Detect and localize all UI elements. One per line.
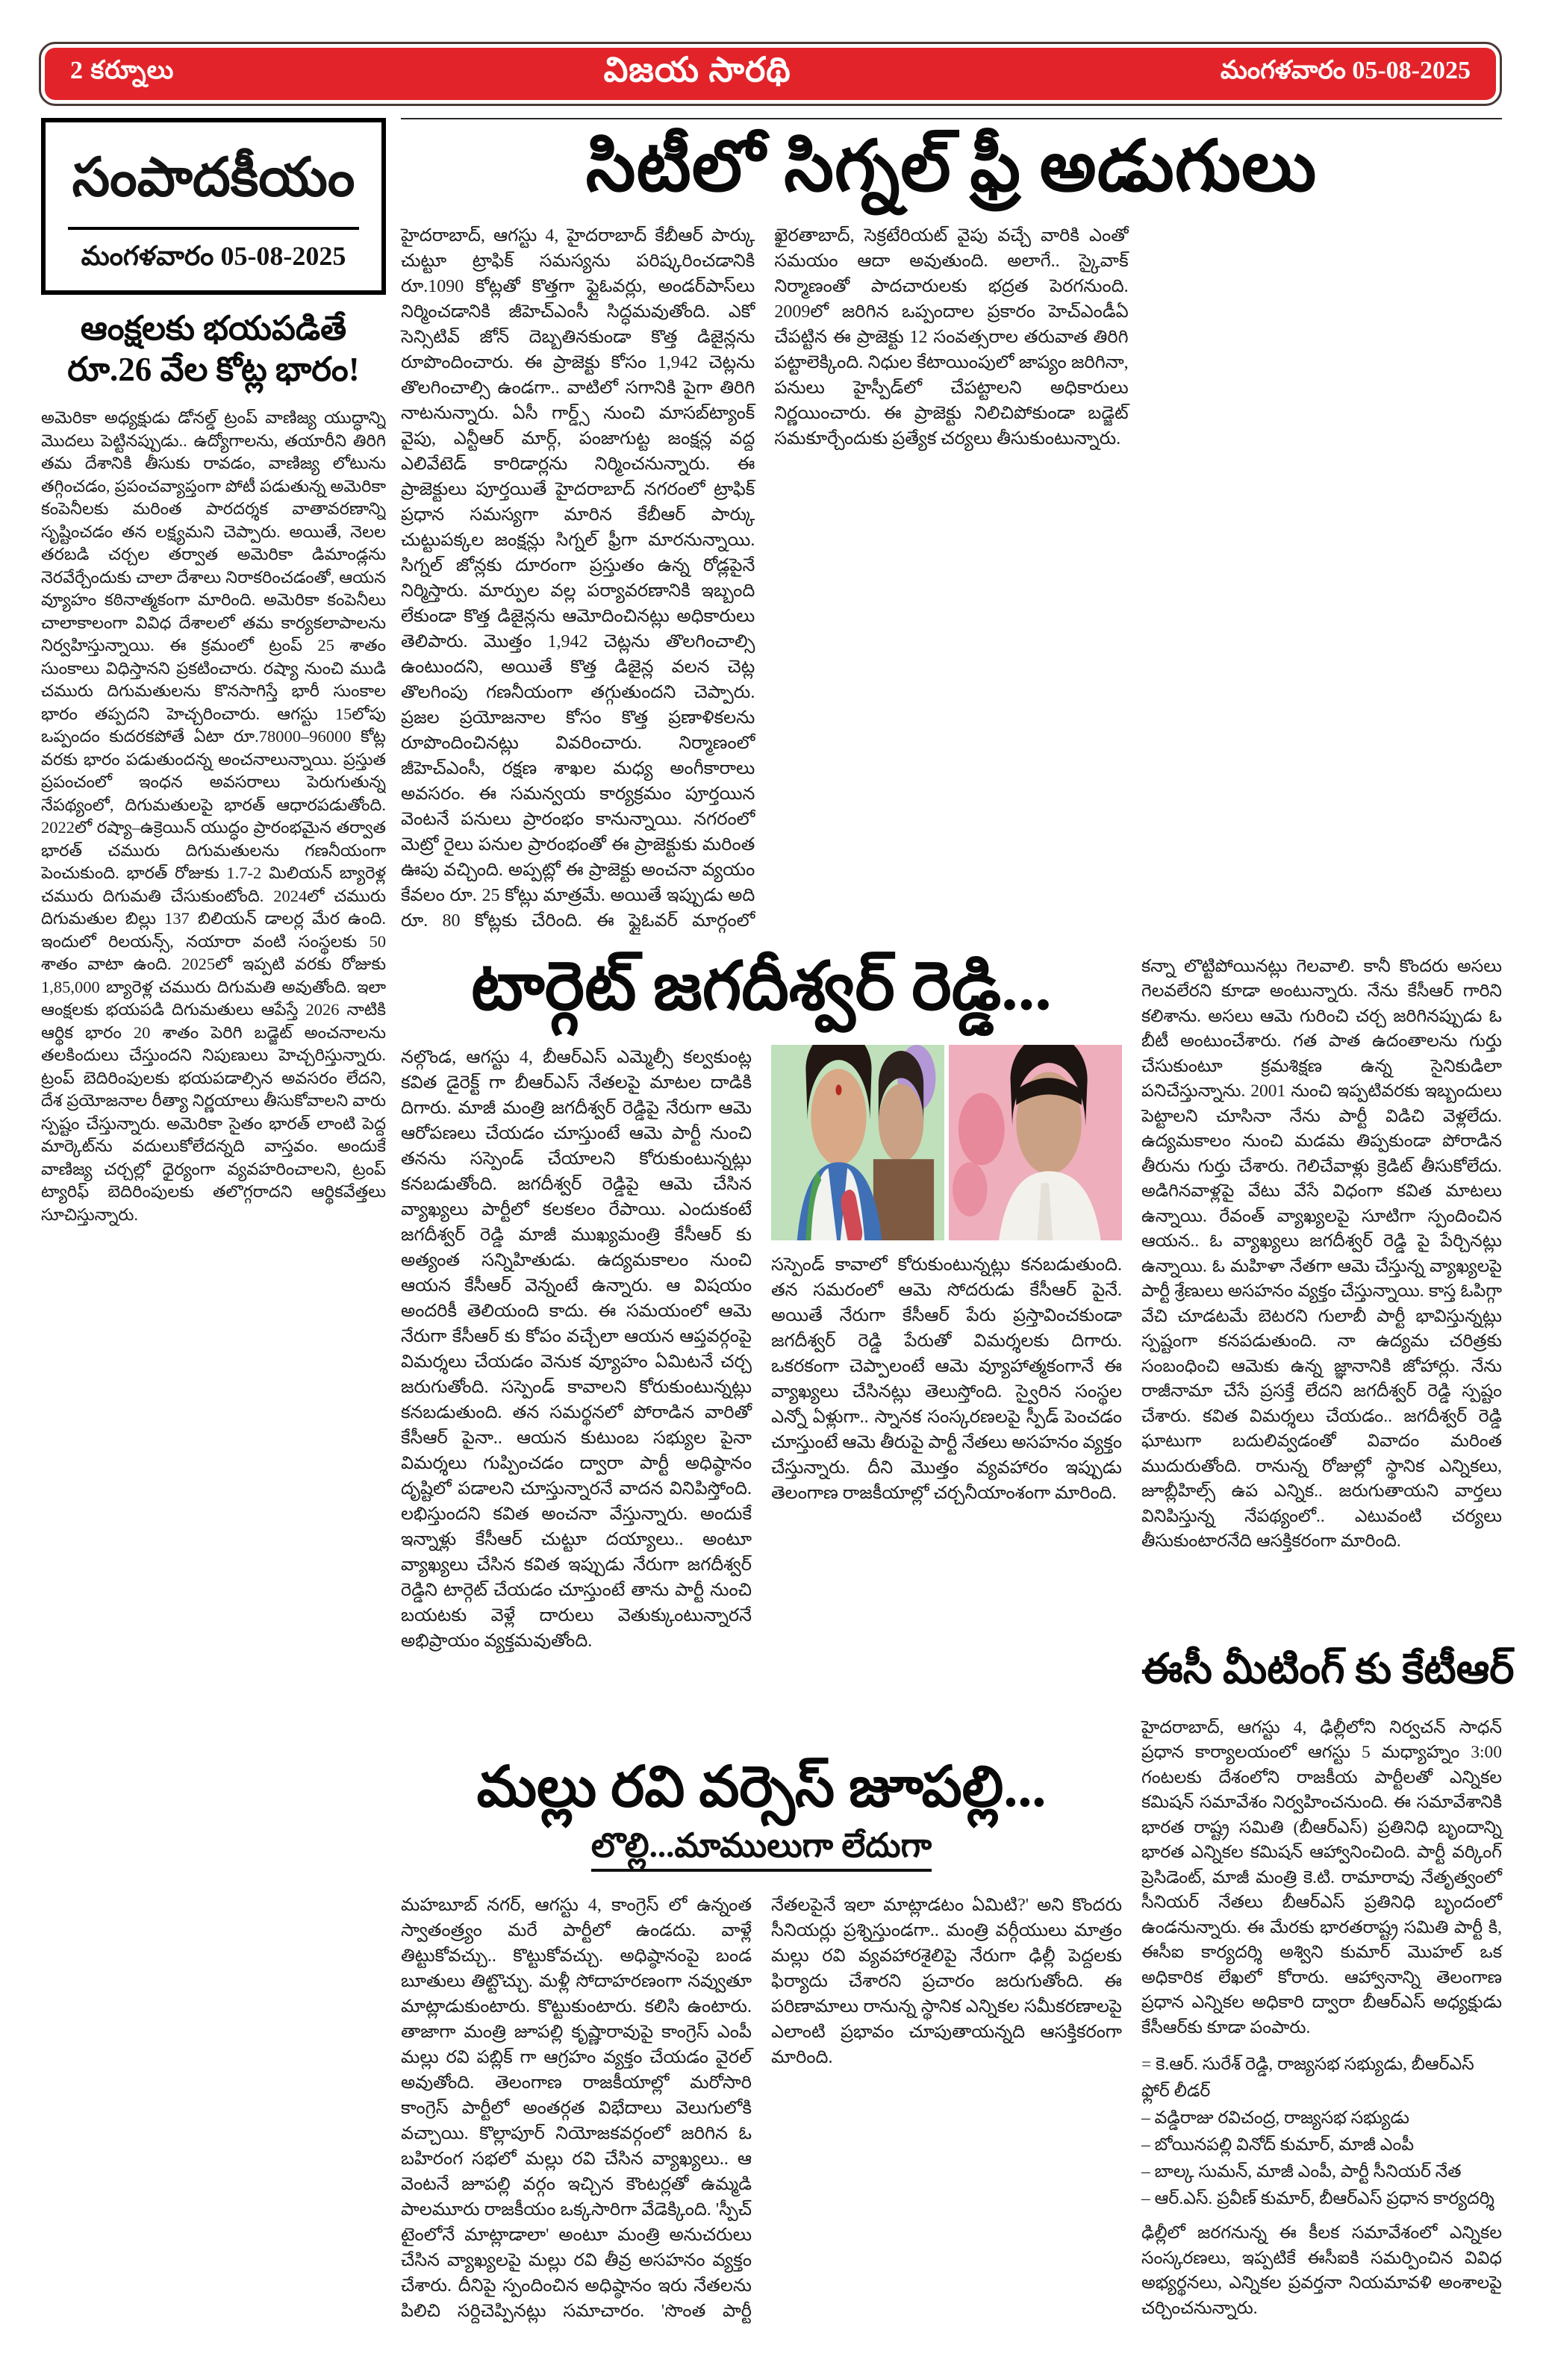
band-rail <box>1141 947 1515 2334</box>
story4-headline: ఈసీ మీటింగ్ కు కేటీఆర్ <box>1141 1646 1515 1693</box>
kavitha-photo <box>771 1045 944 1240</box>
list-item: – బోయినపల్లి వినోద్ కుమార్, మాజీ ఎంపీ <box>1141 2135 1415 2155</box>
story4-body: హైదరాబాద్, ఆగస్టు 4, ఢిల్లీలోని నిర్వచన్ సాధన్ ప్రధాన కార్యాలయంలో ఆగస్టు 5 మధ్యాహ్నం 3:00 గంటలకు దేశంలోని రాజకీయ పార్టీలతో ఎన్నికల కమిషన్ సమావేశం నిర్వహించనుంది. ఈ సమావేశానికి భారత రాష్ట్ర సమితి (బీఆర్ఎస్) ప్రతినిధి బృందాన్ని భారత ఎన్నికల కమిషన్ ఆహ్వానించింది. పార్టీ వర్కింగ్ ప్రెసిడెంట్, మాజీ మంత్రి కె.టి. రామారావు నేతృత్వంలో సీనియర్ నేతలు బీఆర్ఎస్ ప్రతినిధి బృందంలో ఉండనున్నారు. ఈ మేరకు భారతరాష్ట్ర సమితి పార్టీ కి, ఈసీఐ కార్యదర్శి అశ్విని కుమార్ మొహల్ ఒక అధికారిక లేఖలో కోరారు. ఆహ్వానాన్ని తెలంగాణ ప్రధాన ఎన్నికల అధికారి ద్వారా బీఆర్ఎస్ అధ్యక్షుడు కేసీఆర్‌కు కూడా పంపారు. <box>1141 1717 1502 2037</box>
story2-body-mid-wrap <box>771 1045 1122 1731</box>
lead-body: హైదరాబాద్, ఆగస్టు 4, హైదరాబాద్ కేబీఆర్ పార్కు చుట్టూ ట్రాఫిక్ సమస్యను పరిష్కరించడానికి రూ.1090 కోట్లతో కొత్తగా ఫ్లైఓవర్లు, అండర్‌పాస్‌లు నిర్మించడానికి జీహెచ్ఎంసీ సిద్ధమవుతోంది. ఎకో సెన్సిటివ్ జోన్ దెబ్బతినకుండా కొత్త డిజైన్లను రూపొందించారు. ఈ ప్రాజెక్టు కోసం 1,942 చెట్లను తొలగించాల్సి ఉండగా.. వాటిలో సగానికి పైగా తిరిగి నాటనున్నారు. ఏసీ గార్డ్స్ నుంచి మాసబ్‌ట్యాంక్ వైపు, ఎన్టీఆర్ మార్గ్, పంజాగుట్ట జంక్షన్ల వద్ద ఎలివేటెడ్ కారిడార్లను నిర్మించనున్నారు. ఈ ప్రాజెక్టులు పూర్తయితే హైదరాబాద్ నగరంలో ట్రాఫిక్ ప్రధాన సమస్యగా మారిన కేబీఆర్ పార్కు చుట్టుపక్కల జంక్షన్లు సిగ్నల్ ఫ్రీగా మారనున్నాయి. సిగ్నల్ జోన్లకు దూరంగా ప్రస్తుతం ఉన్న రోడ్లపైనే నిర్మిస్తారు. మార్పుల వల్ల పర్యావరణానికి ఇబ్బంది లేకుండా కొత్త డిజైన్లను ఆమోదించినట్లు అధికారులు తెలిపారు. మొత్తం 1,942 చెట్లను తొలగించాల్సి ఉంటుందని, అయితే కొత్త డిజైన్ల వలన చెట్ల తొలగింపు గణనీయంగా తగ్గుతుందని చెప్పారు. ప్రజల ప్రయోజనాల కోసం కొత్త ప్రణాళికలను రూపొందించినట్లు వివరించారు. నిర్మాణంలో జీహెచ్ఎంసీ, రక్షణ శాఖల మధ్య అంగీకారాలు అవసరం. ఈ సమన్వయ కార్యక్రమం పూర్తయిన వెంటనే పనులు ప్రారంభం కానున్నాయి. నగరంలో మెట్రో రైలు పనుల ప్రారంభంతో ఈ ప్రాజెక్టుకు మరింత ఊపు వచ్చింది. అప్పట్లో ఈ ప్రాజెక్టు అంచనా వ్యయం కేవలం రూ. 25 కోట్లు మాత్రమే. అయితే ఇప్పుడు అది రూ. 80 కోట్లకు చేరింది. ఈ ఫ్లైఓవర్ మార్గంలో ఖైరతాబాద్, సెక్రటేరియట్ వైపు వచ్చే వారికి ఎంతో సమయం ఆదా అవుతుంది. అలాగే.. స్కైవాక్ నిర్మాణంతో పాదచారులకు భద్రత పెరగనుంది. 2009లో జరిగిన ఒప్పందాల ప్రకారం హెచ్ఎండీఏ చేపట్టిన ఈ ప్రాజెక్టు 12 సంవత్సరాల తరువాత తిరిగి పట్టాలెక్కింది. నిధుల కేటాయింపులో జాప్యం జరిగినా, పనులు హైస్పీడ్‌లో చేపట్టాలని అధికారులు నిర్ణయించారు. ఈ ప్రాజెక్టు నిలిచిపోకుండా బడ్జెట్ సమకూర్చేందుకు ప్రత్యేక చర్యలు తీసుకుంటున్నారు. <box>401 225 1129 931</box>
story2-body-right: కన్నా లొట్టిపోయినట్లు గెలవాలి. కానీ కొందరు అసలు గెలవలేరని కూడా అంటున్నారు. నేను కేసీఆర్ గారిని కలిశాను. అసలు ఆమె గురించి చర్చ జరిగినప్పుడు ఓ బీటీ అంటుంచేశారు. గత పాత ఉదంతాలను గుర్తు చేసుకుంటూ క్రమశిక్షణ ఉన్న సైనికుడిలా పనిచేస్తున్నాను. 2001 నుంచి ఇప్పటివరకు ఇబ్బందులు పెట్టాలని చూసినా నేను పార్టీ విడిచి వెళ్లలేదు. ఉద్యమకాలం నుంచి మడమ తిప్పకుండా పోరాడిన తీరును గుర్తు చేశారు. గెలిచేవాళ్లు క్రెడిట్ తీసుకోలేదు. అడిగినవాళ్లపై వేటు వేసే విధంగా కవిత మాటలు ఉన్నాయి. రేవంత్ వ్యాఖ్యలపై సూటిగా స్పందించిన ఆయన.. ఓ వ్యాఖ్యలు జగదీశ్వర్ రెడ్డి పై పేర్చినట్లు ఉన్నాయి. ఓ మహిళా నేతగా ఆమె చేస్తున్న వ్యాఖ్యలపై పార్టీ శ్రేణులు అసహనం వ్యక్తం చేస్తున్నాయి. కాస్త ఓపిగ్గా వేచి చూడటమే బెటరని గులాబీ పార్టీ భావిస్తున్నట్లు స్పష్టంగా కనపడుతుంది. నా ఉద్యమ చరిత్రకు సంబంధించి ఆమెకు ఉన్న జ్ఞానానికి జోహార్లు. నేను రాజీనామా చేసే ప్రసక్తే లేదని జగదీశ్వర్ రెడ్డి స్పష్టం చేశారు. కవిత విమర్శలు చేయడం.. జగదీశ్వర్ రెడ్డి ఘాటుగా బదులివ్వడంతో వివాదం మరింత ముదురుతోంది. రానున్న రోజుల్లో స్థానిక ఎన్నికలు, జూబ్లీహిల్స్ ఉప ఎన్నిక.. జరుగుతాయని వార్తలు వినిపిస్తున్న నేపథ్యంలో.. ఎటువంటి చర్యలు తీసుకుంటారనేది ఆసక్తికరంగా మారింది. <box>1141 956 1502 1552</box>
editorial-headline: ఆంక్షలకు భయపడితే రూ.26 వేల కోట్ల భారం! <box>67 310 360 389</box>
list-item: – వడ్డిరాజు రవిచంద్ర, రాజ్యసభ సభ్యుడు <box>1141 2108 1409 2128</box>
story2-headline: టార్గెట్ జగదీశ్వర్ రెడ్డి... <box>471 949 1052 1024</box>
list-item: – ఆర్.ఎస్. ప్రవీణ్ కుమార్, బీఆర్ఎస్ ప్రధాన కార్యదర్శి <box>1141 2189 1494 2209</box>
story3-subhead-wrap <box>401 1826 1122 1873</box>
main-area <box>401 118 1515 2364</box>
list-item: – బాల్క సుమన్, మాజీ ఎంపీ, పార్టీ సీనియర్ నేత <box>1141 2162 1462 2182</box>
story4-footer: ఢిల్లీలో జరగనున్న ఈ కీలక సమావేశంలో ఎన్నికల సంస్కరణలు, ఇప్పటికే ఈసీఐకి సమర్పించిన వివిధ అభ్యర్థనలు, ఎన్నికల ప్రవర్తనా నియమావళి అంశాలపై చర్చించనున్నారు. <box>1141 2223 1502 2318</box>
lower-band <box>401 947 1515 2334</box>
story2-body-left: నల్గొండ, ఆగస్టు 4, బీఆర్ఎస్ ఎమ్మెల్సీ కల్వకుంట్ల కవిత డైరెక్ట్ గా బీఆర్ఎస్ నేతలపై మాటల దాడికి దిగారు. మాజీ మంత్రి జగదీశ్వర్ రెడ్డిపై నేరుగా ఆమె ఆరోపణలు చేయడం చూస్తుంటే ఆమె పార్టీ నుంచి తనను సస్పెండ్ చేయాలని కోరుకుంటున్నట్లు కనబడుతోంది. జగదీశ్వర్ రెడ్డిపై ఆమె చేసిన వ్యాఖ్యలు పార్టీలో కలకలం రేపాయి. ఎందుకంటే జగదీశ్వర్ రెడ్డి మాజీ ముఖ్యమంత్రి కేసీఆర్ కు అత్యంత సన్నిహితుడు. ఉద్యమకాలం నుంచి ఆయన కేసీఆర్ వెన్నంటే ఉన్నారు. ఆ విషయం అందరికీ తెలియంది కాదు. ఈ సమయంలో ఆమె నేరుగా కేసీఆర్ కు కోపం వచ్చేలా ఆయన ఆప్తవర్గంపై విమర్శలు చేయడం వెనుక వ్యూహం ఏమిటనే చర్చ జరుగుతోంది. సస్పెండ్ కావాలని కోరుకుంటున్నట్లు కనబడుతుంది. తన సమర్థనలో పోరాడిన వారితో కేసీఆర్ పైనా.. ఆయన కుటుంబ సభ్యుల పైనా విమర్శలు గుప్పించడం ద్వారా పార్టీ అధిష్ఠానం దృష్టిలో పడాలని చూస్తున్నారనే వాదన వినిపిస్తోంది. లభిస్తుందని కవిత అంచనా వేస్తున్నారు. అందుకే ఇన్నాళ్లు కేసీఆర్ చుట్టూ దయ్యాలు.. అంటూ వ్యాఖ్యలు చేసిన కవిత ఇప్పుడు నేరుగా జగదీశ్వర్ రెడ్డిని టార్గెట్ చేయడం చూస్తుంటే తాను పార్టీ నుంచి బయటకు వెళ్లే దారులు వెతుక్కుంటున్నారనే అభిప్రాయం వ్యక్తమవుతోంది. <box>401 1047 752 1651</box>
editorial-body: అమెరికా అధ్యక్షుడు డోనల్డ్ ట్రంప్ వాణిజ్య యుద్ధాన్ని మొదలు పెట్టినప్పుడు.. ఉద్యోగాలను, తయారీని తిరిగి తమ దేశానికి తీసుకు రావడం, వాణిజ్య లోటును తగ్గించడం, ప్రపంచవ్యాప్తంగా పోటీ పడుతున్న అమెరికా కంపెనీలకు మరింత పారదర్శక వాతావరణాన్ని సృష్టించడం తన లక్ష్యమని చెప్పారు. అయితే, నెలల తరబడి చర్చల తర్వాత అమెరికా డిమాండ్లను నెరవేర్చేందుకు చాలా దేశాలు నిరాకరించడంతో, ఆయన వ్యూహం కఠినాత్మకంగా మారింది. అమెరికా కంపెనీలు చాలాకాలంగా వివిధ దేశాలలో తమ కార్యకలాపాలను నిర్వహిస్తున్నాయి. ఈ క్రమంలో ట్రంప్ 25 శాతం సుంకాలు విధిస్తానని ప్రకటించారు. రష్యా నుంచి ముడి చమురు దిగుమతులను కొనసాగిస్తే భారీ సుంకాల భారం తప్పదని హెచ్చరించారు. ఆగస్టు 15లోపు ఒప్పందం కుదరకపోతే ఏటా రూ.78000–96000 కోట్ల వరకు భారం పడుతుందన్న అంచనాలున్నాయి. ప్రస్తుత ప్రపంచంలో ఇంధన అవసరాలు పెరుగుతున్న నేపథ్యంలో, దిగుమతులపై భారత్ ఆధారపడుతోంది. 2022లో రష్యా–ఉక్రెయిన్ యుద్ధం ప్రారంభమైన తర్వాత భారత్ చమురు దిగుమతులను గణనీయంగా పెంచుకుంది. భారత్ రోజుకు 1.7-2 మిలియన్ బ్యారెళ్ల చమురు దిగుమతి చేసుకుంటోంది. 2024లో చమురు దిగుమతుల బిల్లు 137 బిలియన్ డాలర్ల మేర ఉంది. ఇందులో రిలయన్స్, నయారా వంటి సంస్థలకు 50 శాతం వాటా ఉంది. 2025లో ఇప్పటి వరకు రోజుకు 1,85,000 బ్యారెళ్ల చమురు దిగుమతి అవుతోంది. ఇలా ఆంక్షలకు భయపడి దిగుమతులు ఆపేస్తే 2026 నాటికి ఆర్థిక భారం 20 శాతం పెరిగి బడ్జెట్ అంచనాలను తలకిందులు చేస్తుందని నిపుణులు హెచ్చరిస్తున్నారు. ట్రంప్ బెదిరింపులకు భయపడాల్సిన అవసరం లేదని, దేశ ప్రయోజనాల రీత్యా నిర్ణయాలు తీసుకోవాలని వారు స్పష్టం చేస్తున్నారు. అమెరికా సైతం భారత్ లాంటి పెద్ద మార్కెట్‌ను వదులుకోలేదన్నది వాస్తవం. అందుకే వాణిజ్య చర్చల్లో ధైర్యంగా వ్యవహరించాలని, ట్రంప్ ట్యారిఫ్ బెదిరింపులకు తలొగ్గరాదని ఆర్థికవేత్తలు సూచిస్తున్నారు. <box>41 408 386 1224</box>
lead-headline: సిటీలో సిగ్నల్ ఫ్రీ అడుగులు <box>585 127 1318 206</box>
jagadish-reddy-photo <box>949 1045 1122 1240</box>
editorial-column <box>41 118 386 2364</box>
newspaper-title: విజయ సారథి <box>603 50 791 89</box>
story2-body-mid: సస్పెండ్ కావాలో కోరుకుంటున్నట్లు కనబడుతుంది. తన సమరంలో ఆమె సోదరుడు కేసీఆర్ పైనే. అయితే నేరుగా కేసీఆర్ పేరు ప్రస్తావించకుండా జగదీశ్వర్ రెడ్డి పేరుతో విమర్శలకు దిగారు. ఒకరకంగా చెప్పాలంటే ఆమె వ్యూహాత్మకంగానే ఈ వ్యాఖ్యలు చేసినట్లు తెలుస్తోంది. స్వైరిన సంస్థల ఎన్నో ఏళ్లుగా.. స్నానక సంస్కరణలపై స్పీడ్ పెంచడం చూస్తుంటే ఆమె తీరుపై పార్టీ నేతలు అసహనం వ్యక్తం చేస్తున్నారు. దీని మొత్తం వ్యవహారం ఇప్పుడు తెలంగాణ రాజకీయాల్లో చర్చనీయాంశంగా మారింది. <box>771 1255 1122 1503</box>
editorial-section-title: సంపాదకీయం <box>72 148 355 207</box>
editorial-masthead-box <box>41 118 386 295</box>
masthead-bar <box>39 42 1502 106</box>
story2-body-row <box>401 1045 1122 1731</box>
edition-page-label: 2 కర్నూలు <box>70 57 175 84</box>
page-content <box>41 118 1515 2364</box>
politicians-photo-collage <box>771 1045 1122 1240</box>
woman-portrait <box>771 1045 944 1240</box>
editorial-divider <box>68 227 360 230</box>
story4-delegates-list <box>1141 2051 1502 2212</box>
story3-subhead: లొల్లి...మాములుగా లేదుగా <box>591 1827 932 1872</box>
band-left <box>401 947 1122 2334</box>
story3-headline: మల్లు రవి వర్సెస్ జూపల్లి... <box>476 1755 1047 1819</box>
man-portrait <box>949 1045 1122 1240</box>
story3-body: మహబూబ్ నగర్, ఆగస్టు 4, కాంగ్రెస్ లో ఉన్నంత స్వాతంత్ర్యం మరే పార్టీలో ఉండదు. వాళ్లే తిట్టుకోవచ్చు.. కొట్టుకోవచ్చు. అధిష్ఠానంపై బండ బూతులు తిట్టొచ్చు. మళ్లీ సోదాహరణంగా నవ్వుతూ మాట్లాడుకుంటారు. కొట్టుకుంటారు. కలిసి ఉంటారు. తాజాగా మంత్రి జూపల్లి కృష్ణారావుపై కాంగ్రెస్ ఎంపీ మల్లు రవి పబ్లిక్ గా ఆగ్రహం వ్యక్తం చేయడం వైరల్ అవుతోంది. తెలంగాణ రాజకీయాల్లో మరోసారి కాంగ్రెస్ పార్టీలో అంతర్గత విభేదాలు వెలుగులోకి వచ్చాయి. కొల్లాపూర్ నియోజకవర్గంలో జరిగిన ఓ బహిరంగ సభలో మల్లు రవి చేసిన వ్యాఖ్యలు.. ఆ వెంటనే జూపల్లి వర్గం ఇచ్చిన కౌంటర్లతో ఉమ్మడి పాలమూరు రాజకీయం ఒక్కసారిగా వేడెక్కింది. 'స్పీచ్ టైంలోనే మాట్లాడాలా' అంటూ మంత్రి అనుచరులు చేసిన వ్యాఖ్యలపై మల్లు రవి తీవ్ర అసహనం వ్యక్తం చేశారు. దీనిపై స్పందించిన అధిష్ఠానం ఇరు నేతలను పిలిచి సర్దిచెప్పినట్లు సమాచారం. 'సొంత పార్టీ నేతలపైనే ఇలా మాట్లాడటం ఏమిటి?' అని కొందరు సీనియర్లు ప్రశ్నిస్తుండగా.. మంత్రి వర్గీయులు మాత్రం మల్లు రవి వ్యవహారశైలిపై నేరుగా ఢిల్లీ పెద్దలకు ఫిర్యాదు చేశారని ప్రచారం జరుగుతోంది. ఈ పరిణామాలు రానున్న స్థానిక ఎన్నికల సమీకరణాలపై ఎలాంటి ప్రభావం చూపుతాయన్నది ఆసక్తికరంగా మారింది. <box>401 1896 1122 2322</box>
editorial-date: మంగళవారం 05-08-2025 <box>81 241 346 272</box>
masthead-date: మంగళవారం 05-08-2025 <box>1220 57 1471 84</box>
list-item: = కె.ఆర్. సురేశ్ రెడ్డి, రాజ్యసభ సభ్యుడు, బీఆర్ఎస్ ఫ్లోర్ లీడర్ <box>1141 2055 1474 2102</box>
masthead-bar-inner <box>45 48 1496 100</box>
